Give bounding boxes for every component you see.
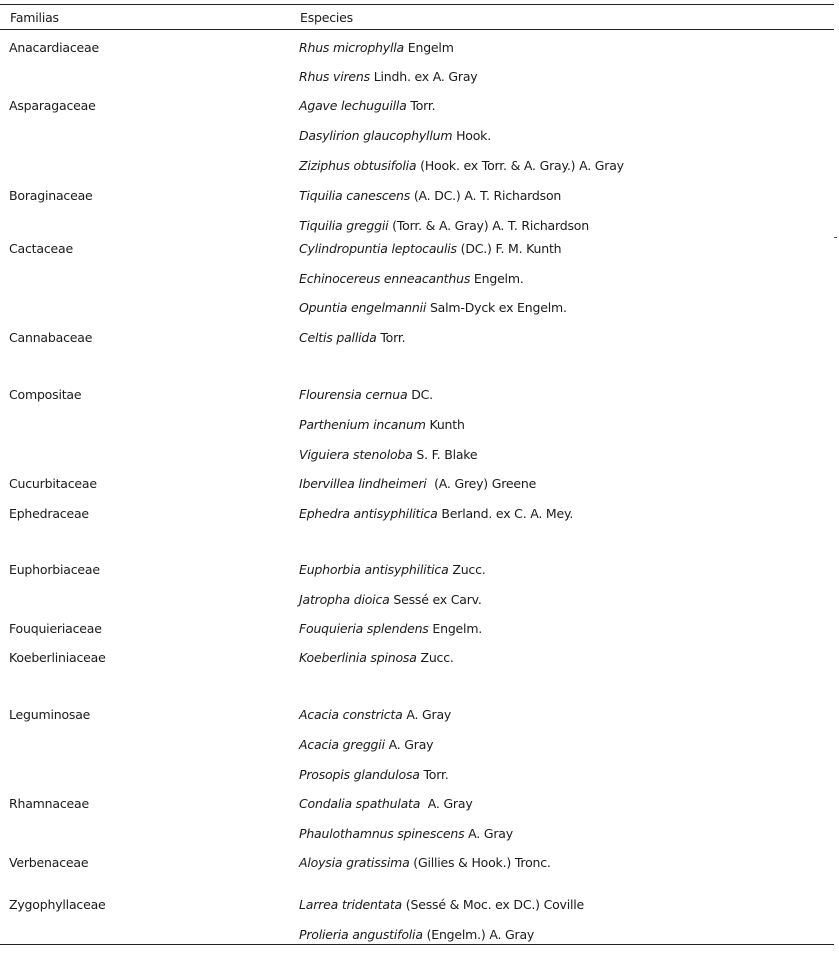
species-cell: [299, 796, 473, 812]
species-cell: [299, 562, 486, 578]
species-binomial: Tiquilia greggii: [299, 218, 389, 233]
species-authority: (Torr. & A. Gray) A. T. Richardson: [388, 218, 589, 233]
species-binomial: Acacia greggii: [299, 737, 385, 752]
species-binomial: Prosopis glandulosa: [299, 767, 420, 782]
species-cell: [299, 98, 435, 114]
species-authority: (A. DC.) A. T. Richardson: [410, 188, 562, 203]
species-cell: [299, 476, 536, 492]
table-bottom-rule: [0, 944, 834, 945]
species-binomial: Phaulothamnus spinescens: [299, 826, 465, 841]
species-authority: A. Gray: [464, 826, 513, 841]
species-cell: [299, 417, 465, 433]
species-authority: Salm-Dyck ex Engelm.: [426, 300, 567, 315]
species-binomial: Ephedra antisyphilitica: [299, 506, 438, 521]
species-authority: Torr.: [376, 330, 406, 345]
species-cell: [299, 447, 477, 463]
species-binomial: Fouquieria splendens: [299, 621, 429, 636]
species-authority: DC.: [407, 387, 433, 402]
species-cell: [299, 592, 482, 608]
family-cell: Euphorbiaceae: [9, 562, 100, 577]
species-cell: [299, 241, 561, 257]
species-binomial: Celtis pallida: [299, 330, 377, 345]
species-binomial: Rhus virens: [299, 69, 370, 84]
species-binomial: Cylindropuntia leptocaulis: [299, 241, 457, 256]
species-cell: [299, 897, 584, 913]
species-authority: Zucc.: [416, 650, 454, 665]
species-cell: [299, 40, 454, 56]
species-binomial: Euphorbia antisyphilitica: [299, 562, 449, 577]
species-cell: [299, 927, 534, 943]
species-authority: (Engelm.) A. Gray: [422, 927, 535, 942]
family-cell: Verbenaceae: [9, 855, 89, 870]
family-cell: Cannabaceae: [9, 330, 93, 345]
family-cell: Boraginaceae: [9, 188, 93, 203]
species-binomial: Parthenium incanum: [299, 417, 426, 432]
species-cell: [299, 158, 624, 174]
species-cell: [299, 69, 478, 85]
species-cell: [299, 707, 451, 723]
species-binomial: Acacia constricta: [299, 707, 403, 722]
family-cell: Anacardiaceae: [9, 40, 99, 55]
family-cell: Zygophyllaceae: [9, 897, 106, 912]
family-cell: Compositae: [9, 387, 82, 402]
table-header-rule: [0, 29, 834, 30]
species-authority: Lindh. ex A. Gray: [369, 69, 478, 84]
species-authority: Hook.: [452, 128, 491, 143]
species-binomial: Ziziphus obtusifolia: [299, 158, 417, 173]
species-binomial: Dasylirion glaucophyllum: [299, 128, 453, 143]
species-cell: [299, 387, 433, 403]
species-binomial: Opuntia engelmannii: [299, 300, 427, 315]
species-binomial: Flourensia cernua: [299, 387, 408, 402]
species-binomial: Echinocereus enneacanthus: [299, 271, 471, 286]
species-cell: [299, 826, 513, 842]
species-cell: [299, 855, 551, 871]
species-authority: (Hook. ex Torr. & A. Gray.) A. Gray: [416, 158, 624, 173]
species-cell: [299, 218, 589, 234]
species-authority: A. Gray: [402, 707, 452, 722]
species-binomial: Ibervillea lindheimeri: [299, 476, 427, 491]
species-cell: [299, 650, 454, 666]
species-binomial: Koeberlinia spinosa: [299, 650, 417, 665]
table-top-rule: [0, 4, 834, 5]
header-familias: Familias: [10, 10, 59, 25]
species-cell: [299, 330, 405, 346]
species-cell: [299, 188, 561, 204]
species-cell: [299, 506, 573, 522]
species-binomial: Agave lechuguilla: [299, 98, 407, 113]
species-authority: A. Gray: [384, 737, 434, 752]
species-authority: Berland. ex C. A. Mey.: [437, 506, 574, 521]
species-binomial: Aloysia gratissima: [299, 855, 410, 870]
species-authority: Engelm.: [470, 271, 524, 286]
species-authority: Zucc.: [448, 562, 486, 577]
species-cell: [299, 767, 449, 783]
family-cell: Koeberliniaceae: [9, 650, 106, 665]
species-authority: Sessé ex Carv.: [389, 592, 482, 607]
species-binomial: Larrea tridentata: [299, 897, 403, 912]
species-authority: Torr.: [419, 767, 449, 782]
species-authority: A. Gray: [420, 796, 473, 811]
species-authority: Engelm.: [428, 621, 483, 636]
species-binomial: Rhus microphylla: [299, 40, 404, 55]
species-binomial: Tiquilia canescens: [299, 188, 411, 203]
species-cell: [299, 128, 491, 144]
species-binomial: Jatropha dioica: [299, 592, 390, 607]
species-binomial: Prolieria angustifolia: [299, 927, 423, 942]
family-cell: Cactaceae: [9, 241, 73, 256]
species-authority: S. F. Blake: [412, 447, 478, 462]
species-authority: Engelm: [404, 40, 454, 55]
species-authority: (A. Grey) Greene: [426, 476, 537, 491]
margin-tick: [834, 237, 837, 238]
family-cell: Leguminosae: [9, 707, 91, 722]
family-cell: Ephedraceae: [9, 506, 89, 521]
family-cell: Fouquieriaceae: [9, 621, 102, 636]
species-authority: Torr.: [406, 98, 436, 113]
family-cell: Cucurbitaceae: [9, 476, 97, 491]
header-especies: Especies: [300, 10, 353, 25]
species-cell: [299, 621, 482, 637]
species-authority: (Gillies & Hook.) Tronc.: [409, 855, 551, 870]
species-cell: [299, 271, 524, 287]
family-cell: Rhamnaceae: [9, 796, 89, 811]
species-authority: Kunth: [425, 417, 465, 432]
species-authority: (Sessé & Moc. ex DC.) Coville: [402, 897, 585, 912]
species-cell: [299, 300, 567, 316]
species-binomial: Condalia spathulata: [299, 796, 421, 811]
species-binomial: Viguiera stenoloba: [299, 447, 413, 462]
species-cell: [299, 737, 433, 753]
species-authority: (DC.) F. M. Kunth: [456, 241, 562, 256]
family-cell: Asparagaceae: [9, 98, 96, 113]
